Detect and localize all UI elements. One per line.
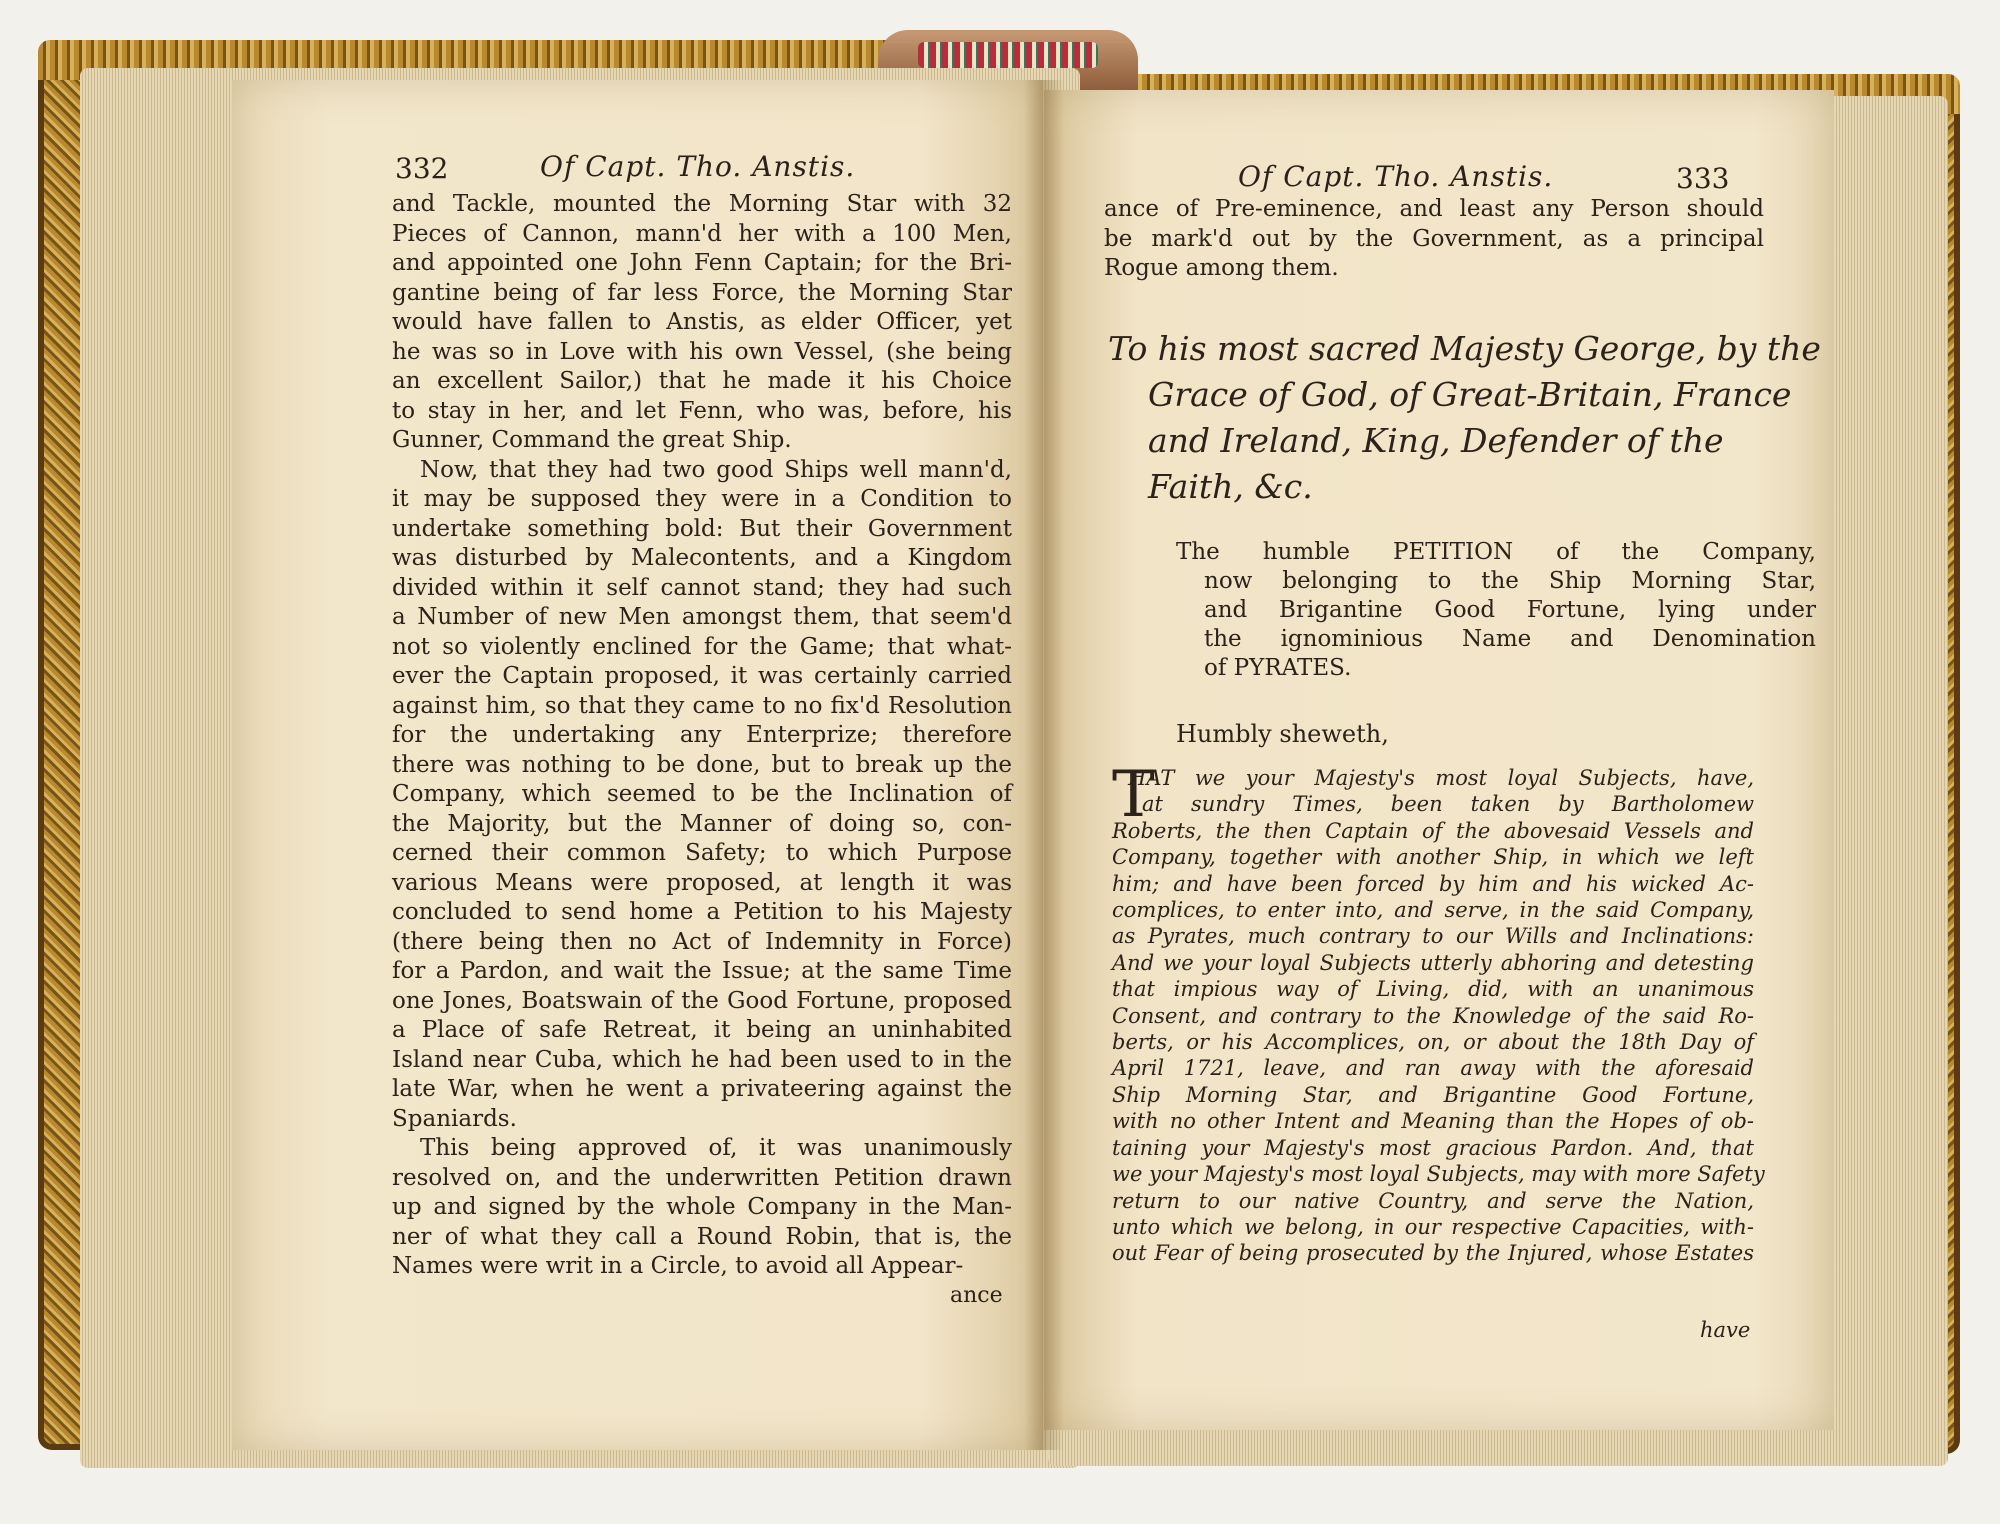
left-line-11: it may be supposed they were in a Condition to [392,486,1012,512]
petition-body [1112,765,1765,1267]
petition-heading-line-4: the ignominious Name and Denomination [1204,626,1816,652]
dedication-heading [1108,326,1838,510]
right-running-head: Of Capt. Tho. Anstis. [1238,160,1554,193]
petition-heading [1176,538,1816,683]
left-line-10: Now, that they had two good Ships well mann'd, [420,456,1012,483]
left-line-22: the Majority, but the Manner of doing so, con- [392,810,1012,837]
petition-body-line-7: as Pyrates, much contrary to our Wills and Inclinations: [1112,924,1754,949]
book-gutter [1024,80,1064,1450]
petition-body-line-6: complices, to enter into, and serve, in the said Company, [1112,898,1754,923]
dedication-line-3: and Ireland, King, Defender of the [1148,421,1724,460]
petition-body-line-18: unto which we belong, in our respective Capacities, with- [1112,1214,1754,1239]
left-line-25: concluded to send home a Petition to his Majesty [392,899,1012,925]
left-line-6: he was so in Love with his own Vessel, (she being [392,338,1012,365]
humbly-sheweth: Humbly sheweth, [1176,720,1389,748]
left-line-3: and appointed one John Fenn Captain; for the Bri- [392,250,1012,276]
left-running-head: Of Capt. Tho. Anstis. [540,150,856,183]
left-line-26: (there being then no Act of Indemnity in Force) [392,928,1012,955]
petition-body-line-9: that impious way of Living, did, with an unanimous [1112,977,1754,1002]
petition-heading-line-5: of PYRATES. [1204,655,1352,681]
right-page-number: 333 [1676,162,1730,195]
petition-body-line-4: Company, together with another Ship, in which we left [1112,845,1754,870]
left-line-24: various Means were proposed, at length it was [392,869,1012,896]
dedication-line-2: Grace of God, of Great-Britain, France [1148,375,1792,414]
left-line-7: an excellent Sailor,) that he made it his Choice [392,368,1012,394]
left-line-34: resolved on, and the underwritten Petition drawn [392,1164,1012,1191]
petition-body-line-2: at sundry Times, been taken by Bartholomew [1142,792,1754,817]
left-line-17: ever the Captain proposed, it was certainly carried [392,663,1012,689]
left-line-18: against him, so that they came to no fix'd Resolution [392,692,1012,719]
left-line-5: would have fallen to Anstis, as elder Officer, yet [392,309,1012,335]
right-catchword: have [1700,1318,1751,1342]
left-line-36: ner of what they call a Round Robin, that is, the [392,1223,1012,1250]
left-line-32: Spaniards. [392,1105,517,1132]
left-line-21: Company, which seemed to be the Inclination of [392,781,1012,807]
left-line-19: for the undertaking any Enterprize; therefore [392,722,1012,748]
left-line-16: not so violently enclined for the Game; that what- [392,633,1012,660]
petition-body-line-19: out Fear of being prosecuted by the Injured, whose Estates [1112,1241,1754,1266]
left-line-9: Gunner, Command the great Ship. [392,427,792,453]
petition-body-line-3: Roberts, the then Captain of the abovesaid Vessels and [1112,818,1754,843]
dedication-line-4: Faith, &c. [1148,467,1313,506]
left-line-20: there was nothing to be done, but to break up the [392,751,1012,778]
left-line-4: gantine being of far less Force, the Morning Star [392,279,1012,306]
right-page-continuation [1104,195,1764,284]
left-line-33: This being approved of, it was unanimously [420,1135,1012,1161]
petition-heading-line-2: now belonging to the Ship Morning Star, [1204,568,1816,594]
petition-body-line-8: And we your loyal Subjects utterly abhoring and detesting [1112,950,1754,975]
left-page-number: 332 [395,152,449,185]
left-page-text [392,190,1012,1282]
headband [918,42,1098,68]
left-line-8: to stay in her, and let Fenn, who was, before, his [392,397,1012,424]
petition-body-line-1: HAT we your Majesty's most loyal Subjects, have, [1128,766,1754,790]
left-line-2: Pieces of Cannon, mann'd her with a 100 Men, [392,220,1012,247]
petition-body-line-14: with no other Intent and Meaning than the Hopes of ob- [1112,1109,1754,1134]
left-line-35: up and signed by the whole Company in the Man- [392,1194,1012,1220]
petition-heading-line-3: and Brigantine Good Fortune, lying under [1204,597,1816,623]
left-line-29: a Place of safe Retreat, it being an uninhabited [392,1017,1012,1043]
left-line-14: divided within it self cannot stand; they had such [392,574,1012,601]
dedication-line-1: To his most sacred Majesty George, by the [1108,329,1821,368]
left-line-27: for a Pardon, and wait the Issue; at the same Time [392,958,1012,984]
petition-body-line-13: Ship Morning Star, and Brigantine Good Fortune, [1112,1082,1754,1107]
right-top-line-3: Rogue among them. [1104,255,1339,281]
right-top-line-1: ance of Pre-eminence, and least any Person should [1104,196,1764,222]
petition-body-line-16: we your Majesty's most loyal Subjects, may with more Safety [1112,1162,1765,1187]
petition-body-line-12: April 1721, leave, and ran away with the aforesaid [1112,1056,1754,1081]
petition-heading-line-1: The humble PETITION of the Company, [1176,539,1816,565]
petition-body-line-10: Consent, and contrary to the Knowledge of the said Ro- [1112,1003,1754,1028]
left-line-23: cerned their common Safety; to which Purpose [392,840,1012,866]
petition-body-line-15: taining your Majesty's most gracious Pardon. And, that [1112,1135,1754,1160]
left-line-15: a Number of new Men amongst them, that seem'd [392,604,1012,630]
petition-body-line-11: berts, or his Accomplices, on, or about the 18th Day of [1112,1030,1754,1055]
left-line-12: undertake something bold: But their Government [392,515,1012,542]
left-line-31: late War, when he went a privateering against the [392,1076,1012,1102]
left-line-37: Names were writ in a Circle, to avoid all Appear- [392,1253,964,1279]
right-top-line-2: be mark'd out by the Government, as a principal [1104,225,1764,252]
petition-body-line-17: return to our native Country, and serve the Nation, [1112,1188,1754,1213]
left-line-13: was disturbed by Malecontents, and a Kingdom [392,545,1012,571]
drop-cap: T [1112,758,1155,832]
left-line-28: one Jones, Boatswain of the Good Fortune, proposed [392,987,1012,1014]
left-catchword: ance [950,1283,1003,1308]
left-line-1: and Tackle, mounted the Morning Star with 32 [392,191,1012,217]
petition-body-line-5: him; and have been forced by him and his wicked Ac- [1112,871,1754,896]
left-line-30: Island near Cuba, which he had been used to in the [392,1046,1012,1073]
